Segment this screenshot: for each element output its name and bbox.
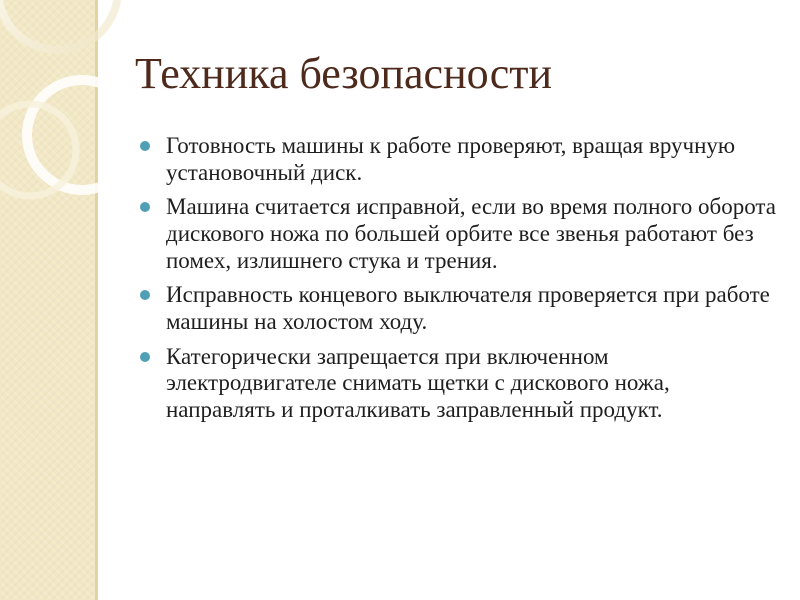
bullet-marker-icon [140,290,150,300]
bullet-text: Готовность машины к работе проверяют, вращая вручную установочный диск. [166,133,736,185]
bullet-marker-icon [140,352,150,362]
bullet-item [138,133,778,186]
bullet-list [138,133,778,432]
bullet-marker-icon [140,141,150,151]
bullet-item [138,194,778,274]
bullet-item [138,282,778,335]
bullet-marker-icon [140,202,150,212]
bullet-text: Категорически запрещается при включенном электродвигателе снимать щетки с дискового ножа, направлять и проталкивать заправленный продукт. [166,343,670,423]
side-band-edge [95,0,98,600]
slide-title: Техника безопасности [135,49,553,98]
bullet-item [138,344,778,424]
decorative-side-band [0,0,95,600]
bullet-text: Машина считается исправной, если во время полного оборота дискового ножа по большей орбите все звенья работают без помех, излишнего стука и трения. [166,194,776,273]
bullet-text: Исправность концевого выключателя проверяется при работе машины на холостом ходу. [166,282,770,335]
